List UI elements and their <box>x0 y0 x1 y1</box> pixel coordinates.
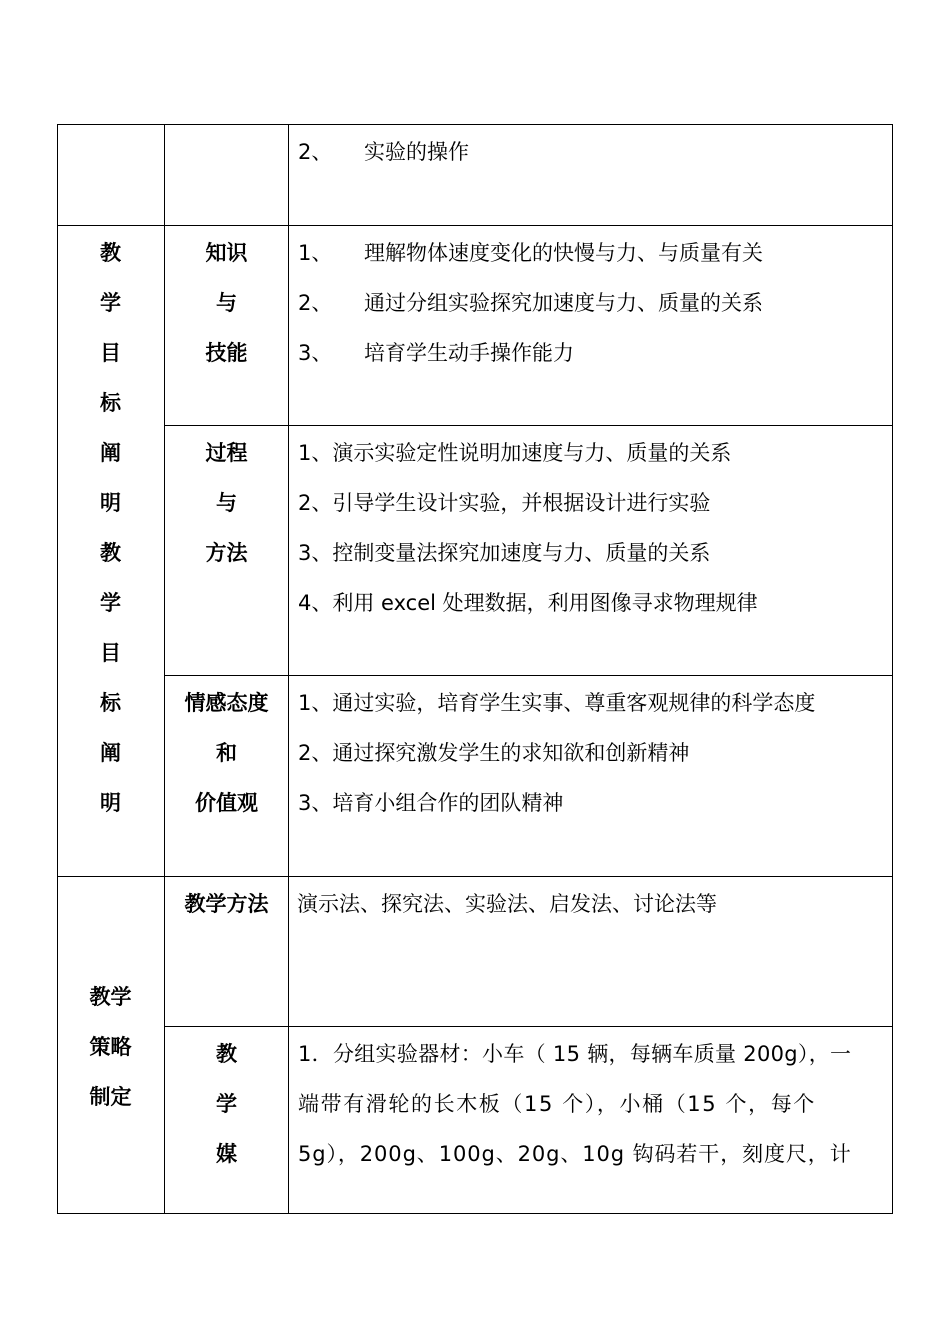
table-border-right <box>892 124 893 1214</box>
table-border-top <box>57 124 893 125</box>
label-char: 教 <box>100 241 121 265</box>
label-char: 标 <box>100 691 121 715</box>
label-char: 学 <box>100 291 121 315</box>
label-line: 策略 <box>89 1035 132 1059</box>
method-label: 教学方法 <box>184 892 269 916</box>
row-divider <box>57 876 893 877</box>
label-line: 教 <box>216 1042 237 1066</box>
list-item <box>298 278 763 328</box>
item-number: 3、 <box>298 341 333 365</box>
item-text: 培育学生动手操作能力 <box>364 341 574 365</box>
label-char: 目 <box>100 341 121 365</box>
list-item <box>298 228 763 278</box>
list-item: 4、利用 excel 处理数据，利用图像寻求物理规律 <box>298 591 758 615</box>
label-line: 技能 <box>205 341 248 365</box>
item-number: 2、 <box>298 140 333 164</box>
row-divider <box>57 225 893 226</box>
list-item: 1、演示实验定性说明加速度与力、质量的关系 <box>298 441 732 465</box>
list-item: 2、通过探究激发学生的求知欲和创新精神 <box>298 741 690 765</box>
media-text-line: 5g），200g、100g、20g、10g 钩码若干，刻度尺，计 <box>298 1142 852 1166</box>
item-text: 实验的操作 <box>364 140 469 164</box>
label-line: 与 <box>216 291 237 315</box>
list-item: 2、引导学生设计实验，并根据设计进行实验 <box>298 491 711 515</box>
row-divider <box>164 675 893 676</box>
column-divider <box>288 124 289 1214</box>
label-line: 和 <box>216 741 237 765</box>
media-text-line: 端带有滑轮的长木板（15 个），小桶（15 个，每个 <box>298 1092 816 1116</box>
label-char: 阐 <box>100 741 121 765</box>
label-line: 与 <box>216 491 237 515</box>
label-char: 明 <box>100 791 121 815</box>
label-char: 阐 <box>100 441 121 465</box>
label-line: 知识 <box>205 241 248 265</box>
objectives-section-label <box>57 228 164 828</box>
item-text: 理解物体速度变化的快慢与力、与质量有关 <box>364 241 763 265</box>
lesson-plan-table <box>57 124 893 1214</box>
strategy-section-label <box>57 972 164 1122</box>
label-char: 标 <box>100 391 121 415</box>
item-text: 通过分组实验探究加速度与力、质量的关系 <box>364 291 763 315</box>
list-item: 3、控制变量法探究加速度与力、质量的关系 <box>298 541 711 565</box>
label-char: 学 <box>100 591 121 615</box>
list-item: 1、通过实验，培育学生实事、尊重客观规律的科学态度 <box>298 691 816 715</box>
method-text: 演示法、探究法、实验法、启发法、讨论法等 <box>297 892 717 916</box>
row-divider <box>164 1026 893 1027</box>
table-border-bottom <box>57 1213 893 1214</box>
label-line: 情感态度 <box>184 691 269 715</box>
list-item <box>298 127 469 177</box>
process-label <box>165 428 288 578</box>
label-line: 教学 <box>89 985 132 1009</box>
label-char: 教 <box>100 541 121 565</box>
item-number: 1、 <box>298 241 333 265</box>
row-divider <box>164 425 893 426</box>
media-text-line: 1．分组实验器材：小车（ 15 辆，每辆车质量 200g），一 <box>298 1042 852 1066</box>
label-line: 过程 <box>205 441 248 465</box>
item-number: 2、 <box>298 291 333 315</box>
label-line: 价值观 <box>195 791 258 815</box>
list-item: 3、培育小组合作的团队精神 <box>298 791 564 815</box>
label-line: 学 <box>216 1092 237 1116</box>
label-char: 明 <box>100 491 121 515</box>
label-line: 制定 <box>89 1085 132 1109</box>
label-line: 媒 <box>216 1142 237 1166</box>
label-char: 目 <box>100 641 121 665</box>
knowledge-label <box>165 228 288 378</box>
list-item <box>298 328 574 378</box>
label-line: 方法 <box>205 541 248 565</box>
emotion-label <box>165 678 288 828</box>
media-label <box>165 1029 288 1179</box>
